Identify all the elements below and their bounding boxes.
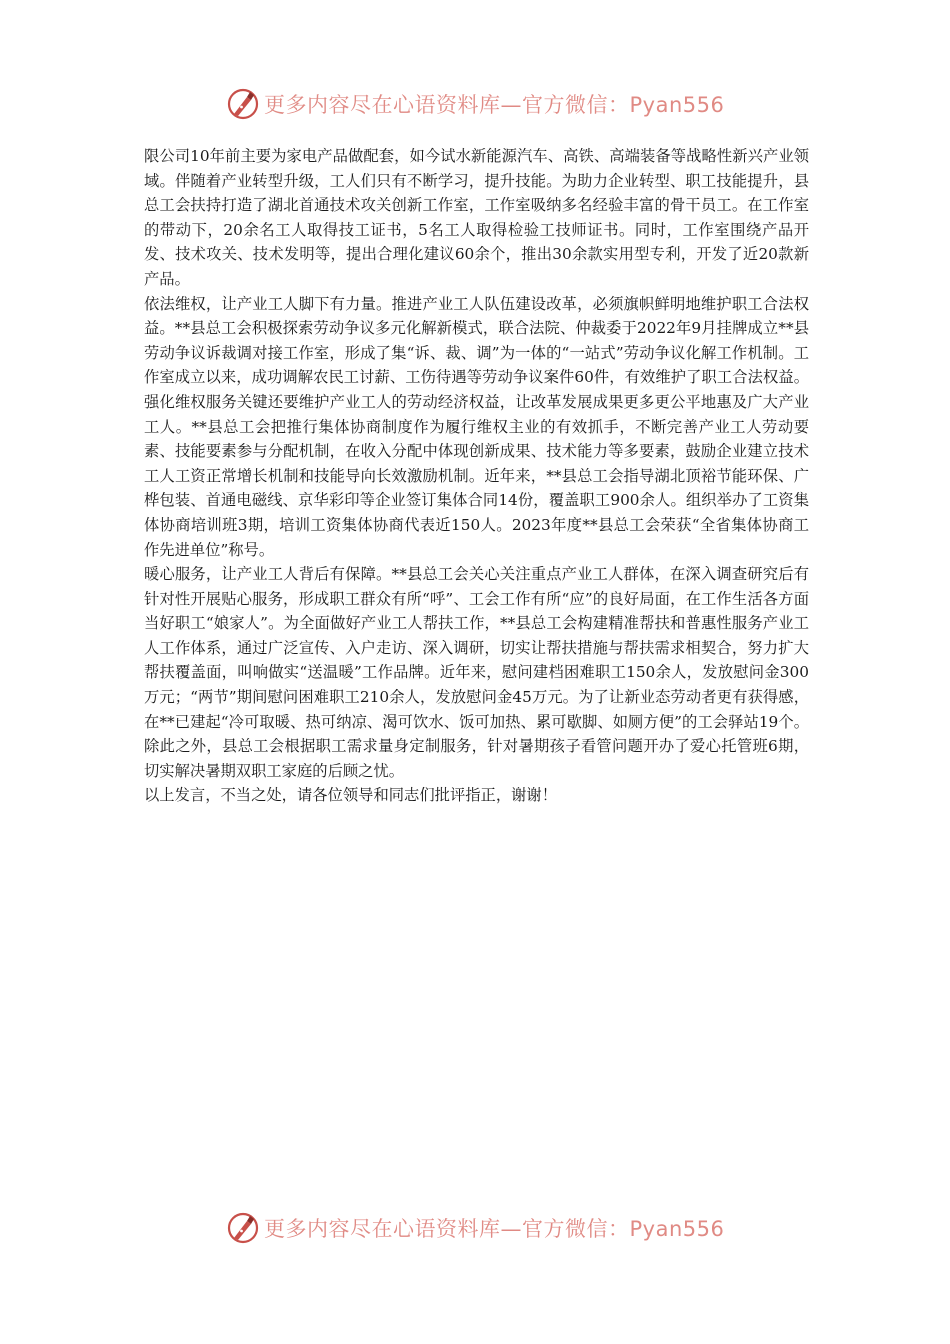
paragraph-closing: 以上发言，不当之处，请各位领导和同志们批评指正，谢谢！ (144, 786, 558, 805)
paragraph-service: 暖心服务，让产业工人背后有保障。**县总工会关心关注重点产业工人群体，在深入调查研究后有针对性开展贴心服务，形成职工群众有所“呼”、工会工作有所“应”的良好局面，在工作生活各方面当好职工“娘家人”。为全面做好产业工人帮扶工作，**县总工会构建精准帮扶和普惠性服务产业工人工作体系，通过广泛宣传、入户走访、深入调研，切实让帮扶措施与帮扶需求相契合，努力扩大帮扶覆盖面，叫响做实“送温暖”工作品牌。近年来，慰问建档困难职工150余人，发放慰问金300万元；“两节”期间慰问困难职工210余人，发放慰问金45万元。为了让新业态劳动者更有获得感，在**已建起“冷可取暖、热可纳凉、渴可饮水、饭可加热、累可歇脚、如厕方便”的工会驿站19个。除此之外，县总工会根据职工需求量身定制服务，针对暑期孩子看管问题开办了爱心托管班6期，切实解决暑期双职工家庭的后顾之忧。 (144, 565, 809, 780)
paragraph-skills: 限公司10年前主要为家电产品做配套，如今试水新能源汽车、高铁、高端装备等战略性新兴产业领域。伴随着产业转型升级，工人们只有不断学习，提升技能。为助力企业转型、职工技能提升，县总工会扶持打造了湖北首通技术攻关创新工作室，工作室吸纳多名经验丰富的骨干员工。在工作室的带动下，20余名工人取得技工证书，5名工人取得检验工技师证书。同时，工作室围绕产品开发、技术攻关、技术发明等，提出合理化建议60余个，推出30余款实用型专利，开发了近20款新产品。 (144, 147, 809, 288)
header-banner-text: 更多内容尽在心语资料库—官方微信：Pyan556 (264, 93, 725, 117)
document-body (144, 144, 809, 808)
paragraph-rights: 依法维权，让产业工人脚下有力量。推进产业工人队伍建设改革，必须旗帜鲜明地维护职工合法权益。**县总工会积极探索劳动争议多元化解新模式，联合法院、仲裁委于2022年9月挂牌成立**县劳动争议诉裁调对接工作室，形成了集“诉、裁、调”为一体的“一站式”劳动争议化解工作机制。工作室成立以来，成功调解农民工讨薪、工伤待遇等劳动争议案件60件，有效维护了职工合法权益。强化维权服务关键还要维护产业工人的劳动经济权益，让改革发展成果更多更公平地惠及广大产业工人。**县总工会把推行集体协商制度作为履行维权主业的有效抓手，不断完善产业工人劳动要素、技能要素参与分配机制，在收入分配中体现创新成果、技术能力等多要素，鼓励企业建立技术工人工资正常增长机制和技能导向长效激励机制。近年来，**县总工会指导湖北顶裕节能环保、广桦包装、首通电磁线、京华彩印等企业签订集体合同14份，覆盖职工900余人。组织举办了工资集体协商培训班3期，培训工资集体协商代表近150人。2023年度**县总工会荣获“全省集体协商工作先进单位”称号。 (144, 294, 809, 559)
pen-nib-logo-icon (226, 87, 260, 121)
footer-banner (226, 1208, 726, 1248)
footer-banner-text: 更多内容尽在心语资料库—官方微信：Pyan556 (264, 1217, 725, 1241)
header-banner (226, 84, 726, 124)
pen-nib-logo-icon (226, 1211, 260, 1245)
